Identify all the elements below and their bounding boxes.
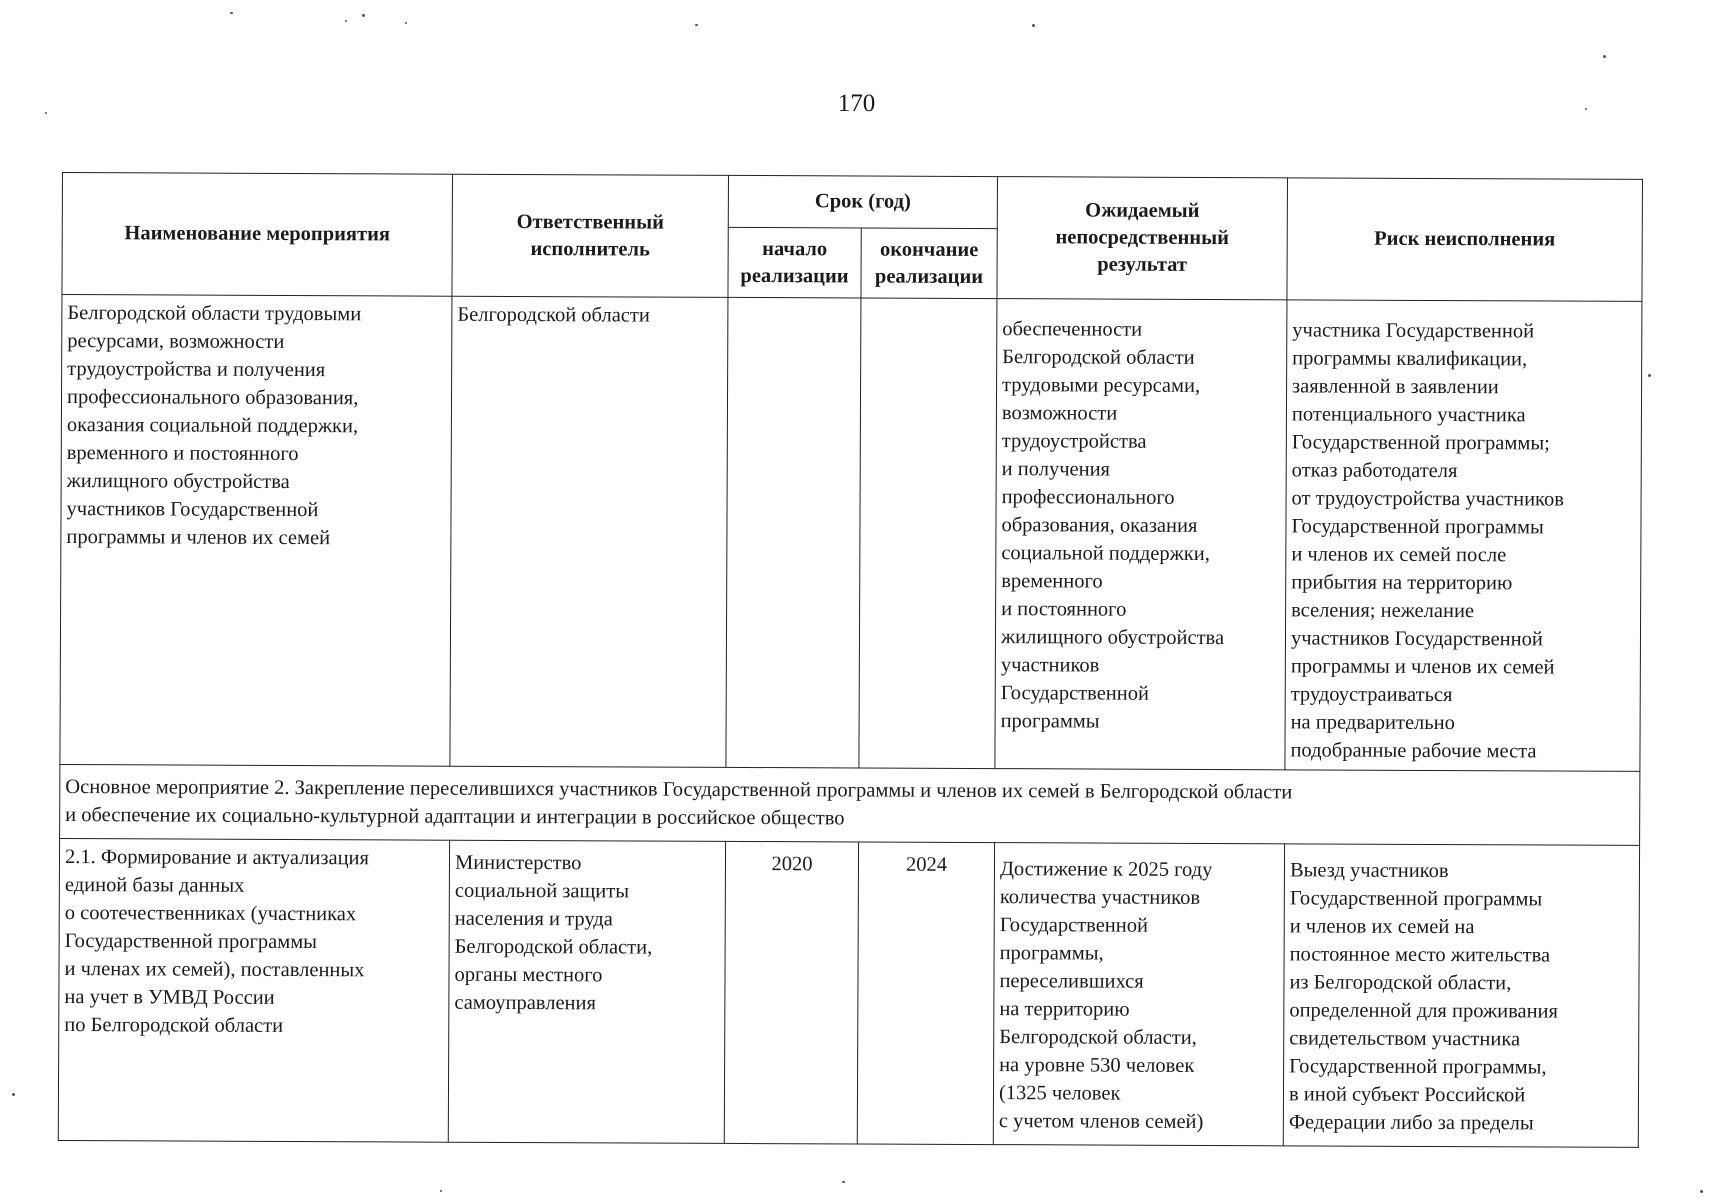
- text-line: из Белгородской области,: [1289, 971, 1512, 995]
- text-line: реализации: [740, 264, 849, 287]
- scan-speck: [1700, 1190, 1703, 1193]
- text-line: и членов их семей после: [1291, 543, 1507, 567]
- text-line: обеспеченности: [1002, 318, 1143, 341]
- text-line: непосредственный: [1055, 226, 1229, 250]
- text-line: Основное мероприятие 2. Закрепление переселившихся участников Государственной программы и членов их семей в Белгородской области: [65, 776, 1293, 804]
- header-name: Наименование мероприятия: [62, 173, 453, 297]
- text-line: Государственной программы;: [1291, 431, 1550, 455]
- text-line: временного и постоянного: [66, 442, 299, 466]
- text-line: о соотечественниках (участниках: [64, 902, 357, 926]
- scan-speck: [405, 22, 407, 24]
- row2-name: [58, 838, 449, 1142]
- text-line: программы и членов их семей: [66, 526, 331, 550]
- text-line: жилищного обустройства: [66, 470, 290, 493]
- text-line: Государственной программы: [1291, 515, 1544, 539]
- text-line: участников Государственной: [66, 498, 319, 522]
- row2-risk: [1283, 844, 1639, 1148]
- header-end: [861, 228, 997, 299]
- text-line: ресурсами, возможности: [67, 330, 285, 353]
- text-line: оказания социальной поддержки,: [66, 414, 359, 438]
- scan-speck: [440, 1190, 442, 1192]
- text-line: социальной поддержки,: [1001, 542, 1210, 566]
- row2-result: [993, 843, 1284, 1146]
- text-line: Государственной программы: [64, 930, 318, 954]
- text-line: программы,: [999, 942, 1104, 965]
- header-start: [728, 227, 861, 298]
- text-line: временного: [1001, 570, 1103, 593]
- text-line: трудоустраиваться: [1290, 683, 1453, 707]
- row2-executor: [448, 840, 725, 1143]
- text-line: переселившихся: [999, 970, 1144, 993]
- text-line: участника Государственной: [1292, 319, 1535, 343]
- text-line: и членах их семей), поставленных: [64, 958, 365, 982]
- row1-end: [859, 298, 997, 769]
- text-line: профессионального образования,: [66, 386, 359, 410]
- text-line: участников Государственной: [1290, 627, 1543, 651]
- text-line: постоянное место жительства: [1289, 943, 1551, 967]
- scan-speck: [1648, 374, 1651, 377]
- row1-risk: [1285, 300, 1642, 772]
- row2-end: 2024: [857, 842, 994, 1145]
- text-line: окончание: [879, 238, 979, 261]
- text-line: органы местного: [454, 963, 603, 987]
- text-line: Белгородской области,: [999, 1026, 1197, 1049]
- page-number: 170: [837, 90, 876, 117]
- scan-speck: [1603, 55, 1606, 58]
- text-line: Достижение к 2025 году: [999, 858, 1213, 882]
- section-row: [60, 764, 1640, 845]
- text-line: потенциального участника: [1291, 403, 1526, 427]
- text-line: исполнитель: [530, 237, 650, 261]
- text-line: Ответственный: [516, 210, 664, 234]
- text-line: от трудоустройства участников: [1291, 487, 1564, 511]
- text-line: и обеспечение их социально-культурной адаптации и интеграции в российское общество: [65, 804, 845, 830]
- text-line: на территорию: [999, 998, 1130, 1021]
- text-line: программы квалификации,: [1292, 347, 1528, 371]
- scan-speck: [1585, 108, 1587, 110]
- text-line: и получения: [1001, 458, 1111, 481]
- text-line: вселения; нежелание: [1291, 599, 1475, 623]
- text-line: профессионального: [1001, 486, 1175, 509]
- text-line: Министерство: [454, 851, 582, 875]
- text-line: Государственной: [1000, 682, 1150, 705]
- text-line: образования, оказания: [1001, 514, 1198, 537]
- table-row: [58, 838, 1639, 1147]
- text-line: прибытия на территорию: [1291, 571, 1513, 595]
- row1-result: [995, 299, 1287, 770]
- text-line: единой базы данных: [64, 874, 245, 897]
- text-line: программы: [1000, 710, 1100, 733]
- table-row: [60, 295, 1642, 772]
- text-line: Государственной программы: [1289, 887, 1543, 911]
- row1-executor: [450, 296, 728, 767]
- text-line: (1325 человек: [998, 1082, 1121, 1105]
- scan-speck: [230, 12, 233, 14]
- text-line: участников: [1000, 654, 1100, 677]
- text-line: в иной субъект Российской: [1288, 1083, 1526, 1107]
- text-line: жилищного обустройства: [1000, 626, 1225, 650]
- row2-start: 2020: [724, 841, 858, 1144]
- header-result: [997, 177, 1288, 300]
- header-executor: [452, 174, 729, 297]
- text-line: Белгородской области трудовыми: [67, 302, 362, 326]
- text-line: начало: [762, 237, 828, 260]
- text-line: Белгородской области,: [454, 935, 653, 959]
- text-line: Выезд участников: [1289, 859, 1449, 883]
- text-line: самоуправления: [454, 991, 597, 1015]
- text-line: на учет в УМВД России: [64, 986, 275, 1009]
- text-line: заявленной в заявлении: [1292, 375, 1499, 399]
- header-term: Срок (год): [728, 175, 997, 228]
- text-line: результат: [1097, 253, 1188, 276]
- measures-table: [58, 172, 1643, 1148]
- text-line: Государственной: [999, 914, 1149, 937]
- text-line: Государственной программы,: [1289, 1055, 1547, 1079]
- scan-speck: [45, 112, 47, 114]
- text-line: трудовыми ресурсами,: [1002, 374, 1201, 397]
- row1-name: [60, 295, 452, 767]
- text-line: количества участников: [999, 886, 1201, 909]
- scan-speck: [842, 1181, 845, 1183]
- scan-speck: [362, 14, 365, 17]
- text-line: по Белгородской области: [64, 1014, 284, 1037]
- text-line: на уровне 530 человек: [999, 1054, 1195, 1077]
- text-line: подобранные рабочие места: [1290, 739, 1537, 763]
- text-line: и постоянного: [1001, 598, 1127, 621]
- header-risk: Риск неисполнения: [1287, 178, 1643, 302]
- text-line: возможности: [1001, 402, 1118, 425]
- scan-speck: [1032, 24, 1035, 27]
- text-line: населения и труда: [454, 907, 613, 931]
- text-line: определенной для проживания: [1289, 999, 1559, 1023]
- text-line: Белгородской области: [1002, 346, 1195, 369]
- text-line: Федерации либо за пределы: [1288, 1111, 1534, 1135]
- row1-start: [726, 297, 861, 768]
- text-line: 2.1. Формирование и актуализация: [64, 846, 370, 870]
- text-line: трудоустройства: [1001, 430, 1147, 453]
- section-heading: [60, 764, 1640, 845]
- text-line: программы и членов их семей: [1290, 655, 1555, 679]
- text-line: с учетом членов семей): [998, 1110, 1204, 1133]
- scan-speck: [345, 20, 347, 22]
- text-line: свидетельством участника: [1289, 1027, 1521, 1051]
- text-line: социальной защиты: [454, 879, 630, 903]
- text-line: трудоустройства и получения: [67, 358, 326, 382]
- text-line: Белгородской области: [457, 303, 650, 327]
- scan-speck: [12, 1093, 15, 1096]
- text-line: отказ работодателя: [1291, 459, 1458, 483]
- scan-speck: [695, 24, 698, 26]
- text-line: Ожидаемый: [1085, 199, 1200, 222]
- text-line: и членов их семей на: [1289, 915, 1475, 939]
- text-line: на предварительно: [1290, 711, 1455, 735]
- text-line: реализации: [874, 265, 984, 288]
